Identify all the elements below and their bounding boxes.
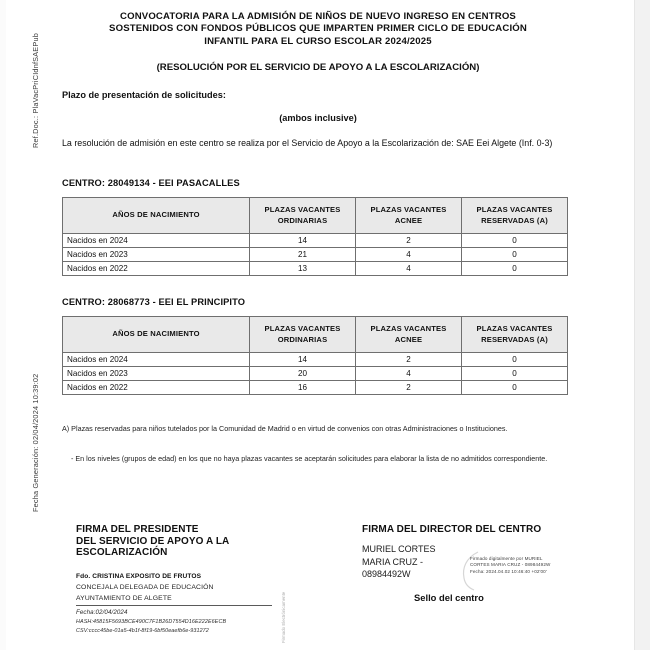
- cell-reservadas: 0: [462, 367, 568, 381]
- cell-ordinarias: 14: [250, 234, 356, 248]
- president-signature-title: [76, 524, 316, 559]
- th-label-line1: PLAZAS VACANTES: [370, 205, 447, 215]
- th-label: AÑOS DE NACIMIENTO: [112, 210, 200, 220]
- centro-heading-1: CENTRO: 28049134 - EEI PASACALLES: [62, 178, 240, 189]
- cell-anio: Nacidos en 2023: [63, 367, 250, 381]
- digital-signature-line1: Firmado digitalmente por MURIEL: [470, 556, 543, 561]
- th-plazas-reservadas: [462, 317, 568, 353]
- signature-hash: HASH:45815F5693BCE490C7F1B26D7554D16E222E6ECB: [76, 618, 227, 625]
- cell-reservadas: 0: [462, 381, 568, 395]
- cell-anio: Nacidos en 2024: [63, 234, 250, 248]
- cell-ordinarias: 16: [250, 381, 356, 395]
- table-row: [63, 353, 568, 367]
- title-line-1: CONVOCATORIA PARA LA ADMISIÓN DE NIÑOS DE NUEVO INGRESO EN CENTROS: [120, 11, 516, 22]
- digital-signature-line2: CORTES MARIA CRUZ - 08984492W: [470, 562, 551, 568]
- president-title-line2: DEL SERVICIO DE APOYO A LA: [76, 535, 230, 547]
- director-name-line2: MARIA CRUZ -: [362, 556, 424, 567]
- th-anios-nacimiento: [63, 317, 250, 353]
- th-plazas-acnee: [356, 317, 462, 353]
- signature-csv: CSV:cccc45be-01a5-4b1f-8f19-6bf50eaefb6e-931272: [76, 627, 209, 634]
- ref-doc-stamp: Ref.Doc.: PlaVacPriCIdnfSAEPub: [31, 33, 40, 148]
- th-label-line2: ORDINARIAS: [277, 334, 328, 344]
- th-label-line2: RESERVADAS (A): [481, 334, 548, 344]
- cell-acnee: 2: [356, 381, 462, 395]
- electronic-signature-side-stamp: Firmado Electrónicamente: [281, 591, 286, 643]
- president-title-line3: ESCOLARIZACIÓN: [76, 547, 168, 559]
- director-name-line3: 08984492W: [362, 569, 411, 579]
- th-label-line1: PLAZAS VACANTES: [476, 324, 553, 334]
- cell-acnee: 4: [356, 262, 462, 276]
- cell-acnee: 4: [356, 367, 462, 381]
- page-edge-left: [0, 0, 6, 650]
- president-title-line1: FIRMA DEL PRESIDENTE: [76, 524, 199, 535]
- ambos-inclusive-label: (ambos inclusive): [279, 113, 357, 124]
- cell-reservadas: 0: [462, 353, 568, 367]
- cell-reservadas: 0: [462, 248, 568, 262]
- digital-signature-details: [470, 556, 590, 575]
- president-signature-block: [76, 524, 316, 634]
- th-label-line1: PLAZAS VACANTES: [264, 205, 341, 215]
- th-label-line1: PLAZAS VACANTES: [476, 205, 553, 215]
- page-title: [62, 0, 574, 48]
- th-label-line2: ORDINARIAS: [277, 215, 328, 225]
- president-organization: AYUNTAMIENTO DE ALGETE: [76, 594, 172, 602]
- th-anios-nacimiento: [63, 198, 250, 234]
- vacancy-table-2: [62, 316, 568, 395]
- table-row: [63, 367, 568, 381]
- sello-del-centro-label: Sello del centro: [414, 592, 484, 603]
- document-content: [62, 0, 574, 464]
- director-signature-title: FIRMA DEL DIRECTOR DEL CENTRO: [362, 524, 542, 535]
- generation-date-stamp: Fecha Generación: 02/04/2024 10:39:02: [31, 373, 40, 512]
- cell-anio: Nacidos en 2024: [63, 353, 250, 367]
- page-edge-right: [634, 0, 650, 650]
- th-label: AÑOS DE NACIMIENTO: [112, 329, 200, 339]
- page-subtitle: (RESOLUCIÓN POR EL SERVICIO DE APOYO A LA ESCOLARIZACIÓN): [156, 62, 480, 74]
- vacancy-table-1: [62, 197, 568, 276]
- plazo-label: Plazo de presentación de solicitudes:: [62, 90, 226, 101]
- cell-anio: Nacidos en 2022: [63, 381, 250, 395]
- th-label-line1: PLAZAS VACANTES: [370, 324, 447, 334]
- cell-ordinarias: 14: [250, 353, 356, 367]
- cell-ordinarias: 13: [250, 262, 356, 276]
- th-plazas-ordinarias: [250, 198, 356, 234]
- notes-section: [62, 424, 574, 464]
- table-row: [63, 234, 568, 248]
- table-header-row: [63, 198, 568, 234]
- th-plazas-ordinarias: [250, 317, 356, 353]
- director-signature-block: [362, 524, 592, 603]
- cell-ordinarias: 20: [250, 367, 356, 381]
- director-name-line1: MURIEL CORTES: [362, 544, 436, 554]
- th-label-line2: ACNEE: [394, 215, 423, 225]
- table-row: [63, 262, 568, 276]
- cell-reservadas: 0: [462, 234, 568, 248]
- table-row: [63, 248, 568, 262]
- note-a: A) Plazas reservadas para niños tutelados por la Comunidad de Madrid o en virtud de convenios con otras Administraciones o Instituciones.: [62, 424, 508, 434]
- cell-acnee: 2: [356, 234, 462, 248]
- cell-acnee: 2: [356, 353, 462, 367]
- th-plazas-acnee: [356, 198, 462, 234]
- cell-ordinarias: 21: [250, 248, 356, 262]
- cell-acnee: 4: [356, 248, 462, 262]
- cell-reservadas: 0: [462, 262, 568, 276]
- th-label-line2: RESERVADAS (A): [481, 215, 548, 225]
- president-name: Fdo. CRISTINA EXPOSITO DE FRUTOS: [76, 572, 202, 580]
- th-plazas-reservadas: [462, 198, 568, 234]
- th-label-line1: PLAZAS VACANTES: [264, 324, 341, 334]
- title-line-2: SOSTENIDOS CON FONDOS PÚBLICOS QUE IMPARTEN PRIMER CICLO DE EDUCACIÓN: [109, 23, 527, 35]
- centro-heading-2: CENTRO: 28068773 - EEI EL PRINCIPITO: [62, 297, 246, 308]
- title-line-3: INFANTIL PARA EL CURSO ESCOLAR 2024/2025: [204, 35, 432, 47]
- digital-signature-line3: Fecha: 2024.04.02 10:46:40 +02'00': [470, 568, 547, 574]
- table-row: [63, 381, 568, 395]
- th-label-line2: ACNEE: [394, 334, 423, 344]
- note-b: - En los niveles (grupos de edad) en los que no haya plazas vacantes se aceptarán solicitudes para elaborar la lista de no admitidos correspondiente.: [71, 453, 548, 463]
- table-header-row: [63, 317, 568, 353]
- resolucion-paragraph: La resolución de admisión en este centro se realiza por el Servicio de Apoyo a la Escolarización de: SAE Eei Algete (Inf. 0-3): [62, 138, 553, 149]
- cell-anio: Nacidos en 2023: [63, 248, 250, 262]
- signature-date: Fecha:02/04/2024: [76, 608, 128, 616]
- signature-section: [62, 524, 574, 650]
- president-role: CONCEJALA DELEGADA DE EDUCACIÓN: [76, 583, 214, 591]
- cell-anio: Nacidos en 2022: [63, 262, 250, 276]
- signature-rule: [76, 605, 272, 606]
